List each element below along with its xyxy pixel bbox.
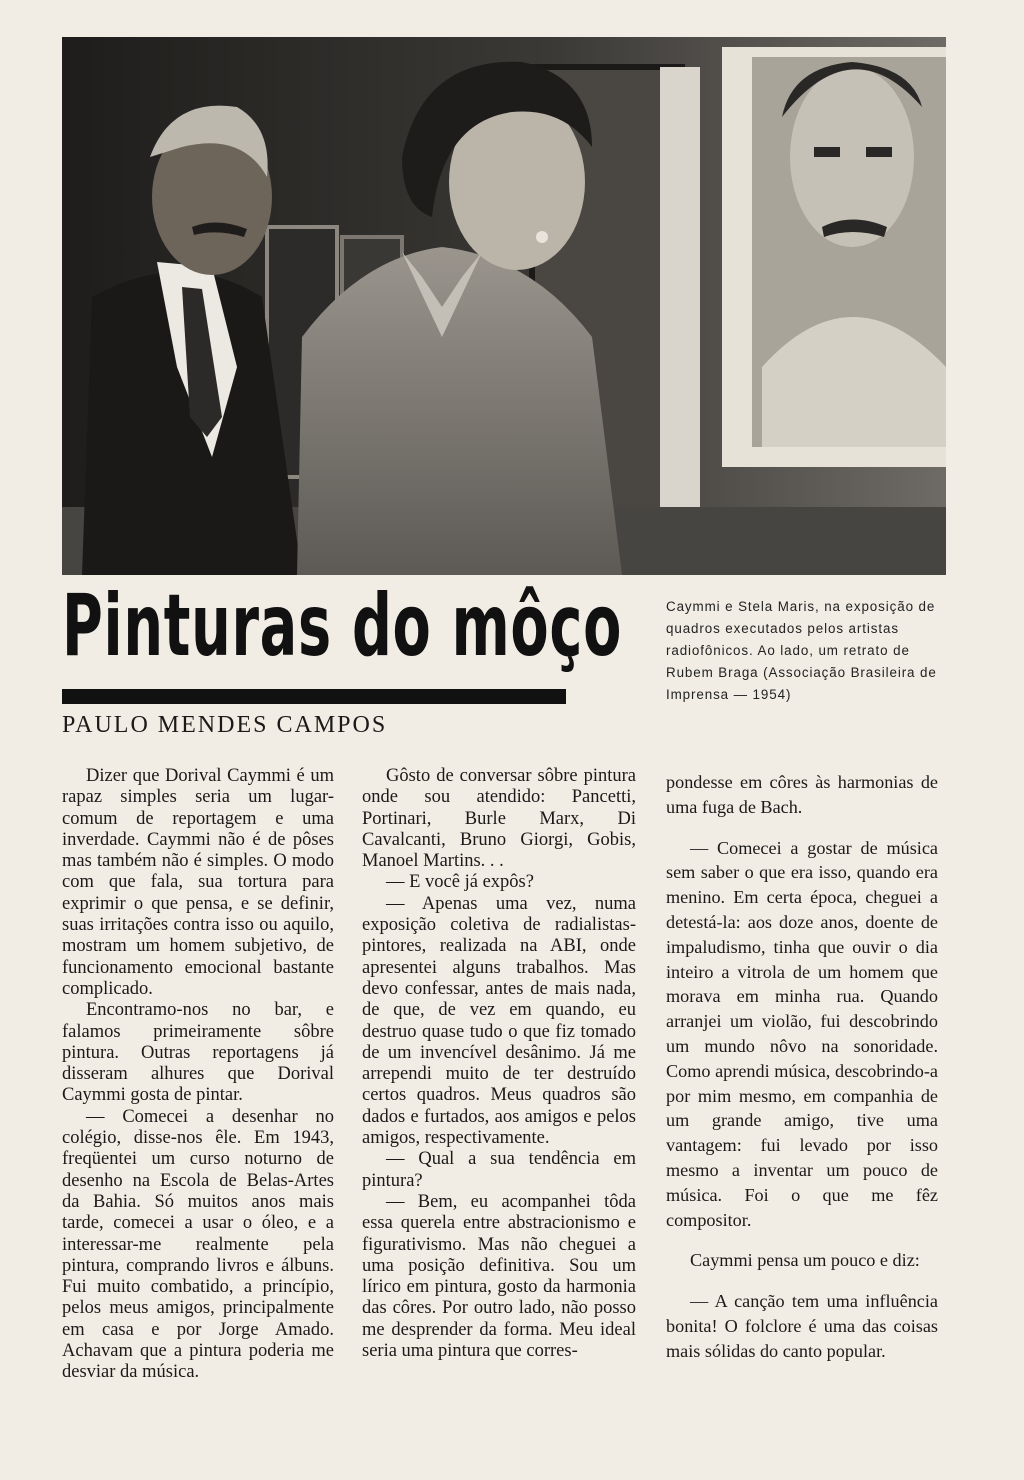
paragraph: Encontramo-nos no bar, e falamos primeiramente sôbre pintura. Outras reportagens já disseram alhures que Dorival Caymmi gosta de pintar. bbox=[62, 1000, 334, 1106]
article-title: Pinturas do môço bbox=[62, 576, 623, 676]
text-column-2 bbox=[362, 766, 636, 1362]
photo-caption: Caymmi e Stela Maris, na exposição de quadros executados pelos artistas radiofônicos. Ao lado, um retrato de Rubem Braga (Associação Brasileira de Imprensa — 1954) bbox=[666, 599, 937, 702]
paragraph: — A canção tem uma influência bonita! O folclore é uma das coisas mais sólidas do canto popular. bbox=[666, 1291, 938, 1361]
paragraph: Caymmi pensa um pouco e diz: bbox=[690, 1250, 920, 1271]
paragraph: — Qual a sua tendência em pintura? bbox=[362, 1149, 636, 1191]
paragraph: Dizer que Dorival Caymmi é um rapaz simples seria um lugar-comum de reportagem e uma inverdade. Caymmi não é de pôses mas também não é simples. O modo com que fala, sua tortura para exprimir o que pensa, e se definir, suas irritações contra isso ou aquilo, mostram um homem subjetivo, de funcionamento emocional bastante complicado. bbox=[62, 766, 334, 999]
title-rule bbox=[62, 689, 566, 704]
paragraph: — E você já expôs? bbox=[386, 872, 534, 893]
article-photo bbox=[62, 37, 946, 575]
paragraph: — Bem, eu acompanhei tôda essa querela entre abstracionismo e figurativismo. Mas não cheguei a uma posição definitiva. Sou um lírico em pintura, gosto da harmonia das côres. Por outro lado, não posso me desprender da forma. Meu ideal seria uma pintura que corres- bbox=[362, 1191, 636, 1362]
article-author: PAULO MENDES CAMPOS bbox=[62, 712, 388, 738]
paragraph: — Comecei a gostar de música sem saber o que era isso, quando era menino. Em certa época, cheguei a detestá-la: aos doze anos, doente de impaludismo, tinha que ouvir o dia inteiro a vitrola de um homem que morava em minha rua. Quando arranjei um violão, fui descobrindo um mundo nôvo na sonoridade. Como aprendi música, descobrindo-a por mim mesmo, em companhia de um grande amigo, tive uma vantagem: fui levado por isso mesmo a inventar um pouco de música. Foi o que me fêz compositor. bbox=[666, 837, 938, 1230]
paragraph: — Comecei a desenhar no colégio, disse-nos êle. Em 1943, freqüentei um curso noturno de desenho na Escola de Belas-Artes da Bahia. Só muitos anos mais tarde, comecei a usar o óleo, e a interessar-me realmente pela pintura, comprando livros e álbuns. Fui muito combatido, a princípio, pelos meus amigos, principalmente em casa e por Jorge Amado. Achavam que a pintura poderia me desviar da música. bbox=[62, 1106, 334, 1383]
text-column-1 bbox=[62, 766, 334, 1384]
text-column-3 bbox=[666, 770, 938, 1364]
paragraph: Gôsto de conversar sôbre pintura onde sou atendido: Pancetti, Portinari, Burle Marx, Di Cavalcanti, Bruno Giorgi, Gobis, Manoel Martins. . . bbox=[362, 766, 636, 872]
paragraph: pondesse em côres às harmonias de uma fuga de Bach. bbox=[666, 772, 938, 817]
paragraph: — Apenas uma vez, numa exposição coletiva de radialistas-pintores, realizada na ABI, onde apresentei alguns trabalhos. Mas devo confessar, antes de mais nada, de que, de vez em quando, eu destruo quase tudo o que fiz tomado de um invencível desânimo. Já me arrependi muito de ter destruído certos quadros. Meus quadros são dados e furtados, aos amigos e pelos amigos, respectivamente. bbox=[362, 893, 636, 1149]
